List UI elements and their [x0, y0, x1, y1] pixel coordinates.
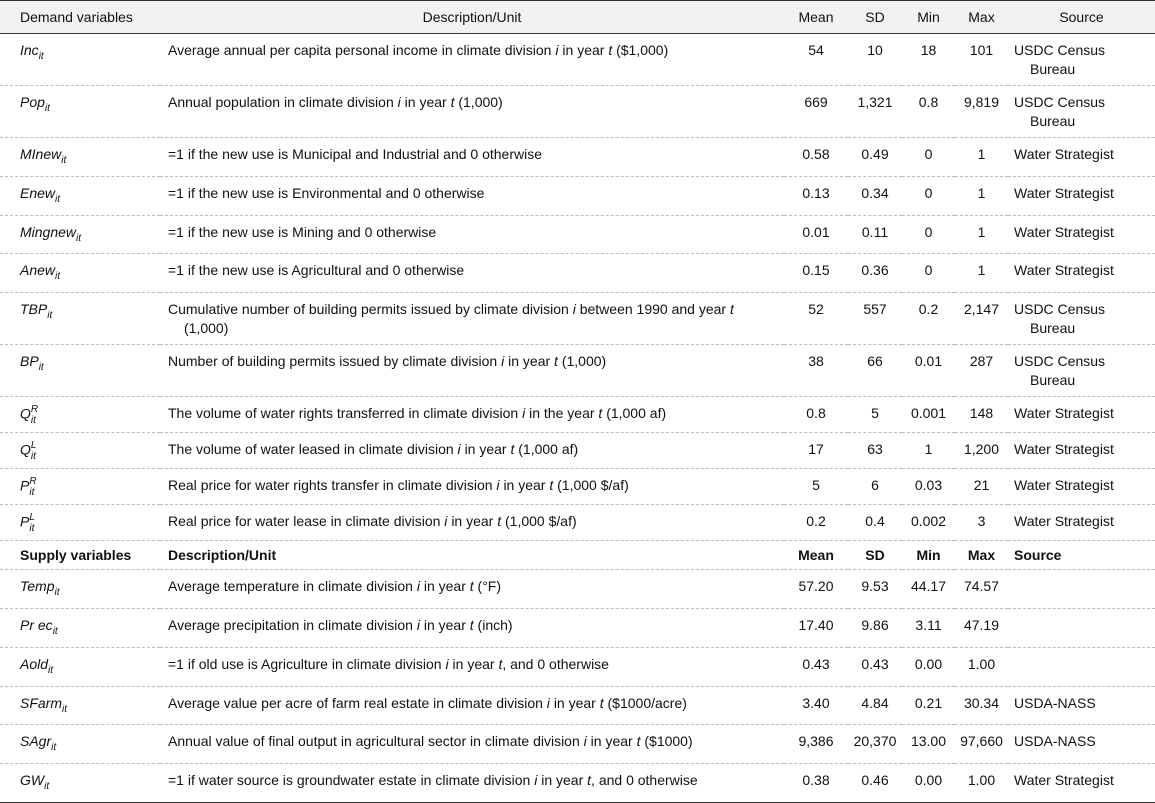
sd-cell: 0.4 — [865, 513, 885, 530]
supply-header-sd: SD — [865, 547, 885, 564]
description-text: =1 if the new use is Municipal and Industrial and 0 otherwise — [168, 146, 543, 162]
source-cell — [1008, 215, 1155, 254]
table-row — [0, 254, 1155, 293]
mean-cell: 0.58 — [802, 146, 830, 162]
table-row — [0, 469, 1155, 505]
supply-section-header — [0, 541, 1155, 570]
variable-subscript: it — [47, 309, 53, 321]
sd-cell: 0.49 — [861, 146, 889, 162]
max-cell: 1,200 — [963, 441, 1000, 458]
description-cell — [160, 570, 784, 609]
sd-cell: 557 — [863, 301, 887, 318]
table-body — [0, 34, 1155, 803]
max-cell: 21 — [973, 477, 990, 494]
description-cell — [160, 176, 784, 215]
variable-symbol: BP — [20, 353, 39, 370]
sd-cell: 1,321 — [857, 94, 893, 110]
mean-cell: 0.01 — [802, 223, 830, 240]
min-cell: 0.03 — [914, 477, 943, 494]
supply-header-variables: Supply variables — [20, 547, 132, 564]
max-cell: 1 — [977, 184, 986, 201]
source-cell — [1008, 608, 1155, 647]
source-cell — [1008, 138, 1155, 177]
variable-symbol: P — [20, 513, 30, 530]
sd-cell: 0.34 — [861, 184, 889, 201]
max-cell: 9,819 — [963, 94, 1000, 110]
description-text: =1 if the new use is Agricultural and 0 otherwise — [168, 262, 465, 279]
variable-subscript: it — [29, 523, 35, 535]
description-text: Cumulative number of building permits issued by climate division i between 1990 and year t (1,000) — [168, 301, 734, 337]
variable-subscript: it — [30, 415, 36, 427]
variable-subscript: it — [51, 742, 57, 754]
max-cell: 2,147 — [963, 301, 1000, 318]
description-text: Number of building permits issued by climate division i in year t (1,000) — [168, 353, 607, 370]
min-cell: 0.01 — [914, 353, 943, 370]
variable-symbol: Enew — [20, 184, 56, 201]
min-cell: 0.21 — [914, 694, 943, 711]
variable-superscript: R — [29, 476, 37, 488]
mean-cell: 17.40 — [798, 616, 834, 633]
table-row — [0, 176, 1155, 215]
mean-cell: 0.15 — [802, 262, 830, 279]
variable-superscript: R — [30, 404, 39, 416]
source-cell — [1008, 254, 1155, 293]
variable-symbol: Anew — [20, 262, 56, 279]
max-cell: 3 — [977, 513, 986, 530]
source-text: USDC Census Bureau — [1014, 42, 1106, 77]
description-text: Real price for water rights transfer in climate division i in year t (1,000 $/af) — [168, 477, 629, 494]
min-cell: 0.00 — [914, 655, 943, 672]
variable-subscript: it — [30, 451, 36, 463]
variable-symbol: Q — [20, 441, 31, 458]
source-cell — [1008, 686, 1155, 725]
description-cell — [160, 647, 784, 686]
sd-cell: 20,370 — [853, 733, 897, 750]
variable-cell — [0, 34, 160, 86]
description-text: Annual population in climate division i in year t (1,000) — [168, 94, 503, 110]
source-text: Water Strategist — [1014, 223, 1114, 240]
sd-cell: 6 — [871, 477, 879, 494]
max-cell: 101 — [969, 42, 994, 58]
min-cell: 0 — [924, 146, 933, 162]
source-text: USDA-NASS — [1014, 694, 1096, 711]
table-row — [0, 647, 1155, 686]
mean-cell: 17 — [808, 441, 824, 458]
mean-cell: 38 — [808, 353, 824, 370]
mean-cell: 5 — [812, 477, 820, 494]
table-row — [0, 433, 1155, 469]
mean-cell: 0.2 — [806, 513, 826, 530]
sd-cell: 10 — [867, 42, 883, 58]
table-row — [0, 34, 1155, 86]
source-text: Water Strategist — [1014, 441, 1114, 458]
source-text: USDC Census Bureau — [1014, 353, 1106, 389]
max-cell: 1.00 — [967, 772, 996, 789]
source-cell — [1008, 397, 1155, 433]
description-text: Annual value of final output in agricultural sector in climate division i in year t ($1000) — [168, 733, 693, 750]
description-text: =1 if the new use is Mining and 0 otherwise — [168, 223, 437, 240]
variable-symbol: Pop — [20, 94, 45, 110]
variable-subscript: it — [55, 193, 61, 205]
min-cell: 0 — [924, 184, 933, 201]
sd-cell: 9.86 — [861, 616, 889, 633]
supply-header-max: Max — [967, 547, 996, 564]
variable-cell — [0, 215, 160, 254]
mean-cell: 0.38 — [802, 772, 830, 789]
header-source: Source — [1059, 9, 1104, 25]
max-cell: 47.19 — [963, 616, 1000, 633]
sd-cell: 0.43 — [861, 655, 889, 672]
max-cell: 287 — [969, 353, 994, 370]
description-cell — [160, 254, 784, 293]
description-text: Real price for water lease in climate division i in year t (1,000 $/af) — [168, 513, 577, 530]
source-cell — [1008, 293, 1155, 345]
min-cell: 0 — [924, 262, 933, 279]
variable-cell — [0, 433, 160, 469]
description-text: The volume of water rights transferred in climate division i in the year t (1,000 af) — [168, 405, 667, 422]
variable-symbol: P — [20, 477, 30, 494]
description-cell — [160, 608, 784, 647]
source-cell — [1008, 505, 1155, 541]
description-cell — [160, 138, 784, 177]
variable-cell — [0, 725, 160, 764]
variable-symbol: Inc — [20, 42, 39, 58]
source-text: USDC Census Bureau — [1014, 94, 1106, 129]
max-cell: 1 — [977, 223, 986, 240]
mean-cell: 0.43 — [802, 655, 830, 672]
description-cell — [160, 86, 784, 138]
variable-subscript: it — [76, 232, 82, 244]
table-row — [0, 215, 1155, 254]
variable-subscript: it — [38, 361, 44, 373]
sd-cell: 9.53 — [861, 578, 889, 595]
source-text: Water Strategist — [1014, 513, 1114, 530]
variable-subscript: it — [44, 102, 50, 114]
description-text: Average value per acre of farm real estate in climate division i in year t ($1000/acre) — [168, 694, 687, 711]
min-cell: 13.00 — [910, 733, 947, 750]
sd-cell: 63 — [867, 441, 883, 458]
description-text: Average temperature in climate division i in year t (°F) — [168, 578, 502, 595]
min-cell: 0 — [924, 223, 933, 240]
description-cell — [160, 215, 784, 254]
table-header-row — [0, 1, 1155, 34]
mean-cell: 54 — [808, 42, 824, 58]
source-text: Water Strategist — [1014, 146, 1114, 162]
variable-cell — [0, 608, 160, 647]
mean-cell: 0.8 — [806, 405, 826, 422]
variable-symbol: MInew — [20, 146, 62, 162]
source-text: USDC Census Bureau — [1014, 301, 1106, 337]
table-row — [0, 570, 1155, 609]
variable-cell — [0, 176, 160, 215]
header-min: Min — [917, 9, 940, 25]
table-row — [0, 86, 1155, 138]
table-row — [0, 293, 1155, 345]
max-cell: 30.34 — [963, 694, 1000, 711]
sd-cell: 0.11 — [861, 223, 889, 240]
variable-subscript: it — [61, 154, 67, 166]
min-cell: 3.11 — [915, 616, 942, 633]
source-cell — [1008, 86, 1155, 138]
variable-cell — [0, 138, 160, 177]
description-text: =1 if the new use is Environmental and 0 otherwise — [168, 184, 485, 201]
source-text: Water Strategist — [1014, 772, 1114, 789]
supply-header-mean: Mean — [798, 547, 834, 564]
source-cell — [1008, 34, 1155, 86]
variable-symbol: TBP — [20, 301, 48, 318]
variable-cell — [0, 647, 160, 686]
variable-cell — [0, 469, 160, 505]
source-text: Water Strategist — [1014, 405, 1114, 422]
description-cell — [160, 34, 784, 86]
variable-subscript: it — [29, 487, 35, 499]
min-cell: 1 — [924, 441, 933, 458]
source-cell — [1008, 176, 1155, 215]
variable-subscript: it — [55, 271, 61, 283]
max-cell: 148 — [969, 405, 994, 422]
sd-cell: 4.84 — [861, 694, 889, 711]
description-cell — [160, 505, 784, 541]
header-variables: Demand variables — [20, 9, 133, 25]
header-sd: SD — [865, 9, 885, 25]
variable-subscript: it — [62, 703, 67, 715]
variable-symbol: Aold — [20, 655, 49, 672]
sd-cell: 0.36 — [861, 262, 889, 279]
description-cell — [160, 725, 784, 764]
source-text: Water Strategist — [1014, 184, 1114, 201]
variable-cell — [0, 345, 160, 397]
variable-cell — [0, 570, 160, 609]
source-text: Water Strategist — [1014, 477, 1114, 494]
table-row — [0, 345, 1155, 397]
variable-symbol: Pr ec — [20, 616, 53, 633]
source-cell — [1008, 725, 1155, 764]
max-cell: 1.00 — [967, 655, 996, 672]
max-cell: 74.57 — [963, 578, 1000, 595]
min-cell: 0.2 — [918, 301, 939, 318]
source-cell — [1008, 647, 1155, 686]
min-cell: 0.001 — [910, 405, 947, 422]
mean-cell: 0.13 — [802, 184, 830, 201]
variable-subscript: it — [54, 586, 60, 598]
table-row — [0, 138, 1155, 177]
sd-cell: 5 — [871, 405, 879, 422]
supply-header-min: Min — [916, 547, 941, 564]
source-text: Water Strategist — [1014, 262, 1114, 279]
table-row — [0, 608, 1155, 647]
mean-cell: 3.40 — [802, 694, 830, 711]
table-row — [0, 764, 1155, 803]
min-cell: 0.00 — [914, 772, 943, 789]
variable-cell — [0, 686, 160, 725]
variable-subscript: it — [48, 664, 54, 676]
sd-cell: 0.46 — [861, 772, 889, 789]
variable-symbol: SAgr — [20, 733, 52, 750]
description-cell — [160, 397, 784, 433]
source-cell — [1008, 469, 1155, 505]
source-cell — [1008, 345, 1155, 397]
sd-cell: 66 — [867, 353, 883, 370]
max-cell: 1 — [977, 146, 986, 162]
source-text: USDA-NASS — [1014, 733, 1096, 750]
table-row — [0, 725, 1155, 764]
header-max: Max — [968, 9, 995, 25]
variable-subscript: it — [52, 625, 58, 637]
min-cell: 18 — [920, 42, 937, 58]
variable-symbol: Temp — [20, 578, 55, 595]
table-row — [0, 686, 1155, 725]
variable-subscript: it — [38, 50, 44, 62]
header-mean: Mean — [798, 9, 834, 25]
header-description: Description/Unit — [422, 9, 522, 25]
description-text: Average annual per capita personal income in climate division i in year t ($1,000) — [168, 42, 669, 58]
table-row — [0, 397, 1155, 433]
description-text: =1 if old use is Agriculture in climate division i in year t, and 0 otherwise — [168, 655, 609, 672]
variable-symbol: SFarm — [20, 694, 62, 711]
description-text: Average precipitation in climate division i in year t (inch) — [168, 616, 513, 633]
description-cell — [160, 764, 784, 803]
variable-cell — [0, 293, 160, 345]
variable-superscript: L — [30, 440, 37, 452]
description-cell — [160, 433, 784, 469]
max-cell: 1 — [977, 262, 986, 279]
variable-cell — [0, 397, 160, 433]
min-cell: 0.002 — [910, 513, 947, 530]
description-cell — [160, 469, 784, 505]
min-cell: 0.8 — [918, 94, 939, 110]
variable-cell — [0, 86, 160, 138]
supply-header-description: Description/Unit — [168, 547, 277, 564]
variable-symbol: Q — [20, 405, 31, 422]
variable-cell — [0, 505, 160, 541]
variable-symbol: GW — [20, 772, 45, 789]
description-text: The volume of water leased in climate division i in year t (1,000 af) — [168, 441, 579, 458]
source-cell — [1008, 570, 1155, 609]
description-cell — [160, 686, 784, 725]
variable-symbol: Mingnew — [20, 223, 77, 240]
description-text: =1 if water source is groundwater estate in climate division i in year t, and 0 otherwise — [168, 772, 698, 789]
mean-cell: 669 — [804, 94, 828, 110]
mean-cell: 52 — [808, 301, 824, 318]
mean-cell: 9,386 — [798, 733, 834, 750]
variable-subscript: it — [44, 780, 50, 792]
table-row — [0, 505, 1155, 541]
description-cell — [160, 293, 784, 345]
variable-cell — [0, 764, 160, 803]
min-cell: 44.17 — [910, 578, 947, 595]
max-cell: 97,660 — [960, 733, 1003, 750]
mean-cell: 57.20 — [798, 578, 834, 595]
source-cell — [1008, 764, 1155, 803]
variable-cell — [0, 254, 160, 293]
variable-superscript: L — [29, 512, 35, 524]
supply-header-source: Source — [1014, 547, 1062, 564]
source-cell — [1008, 433, 1155, 469]
description-cell — [160, 345, 784, 397]
